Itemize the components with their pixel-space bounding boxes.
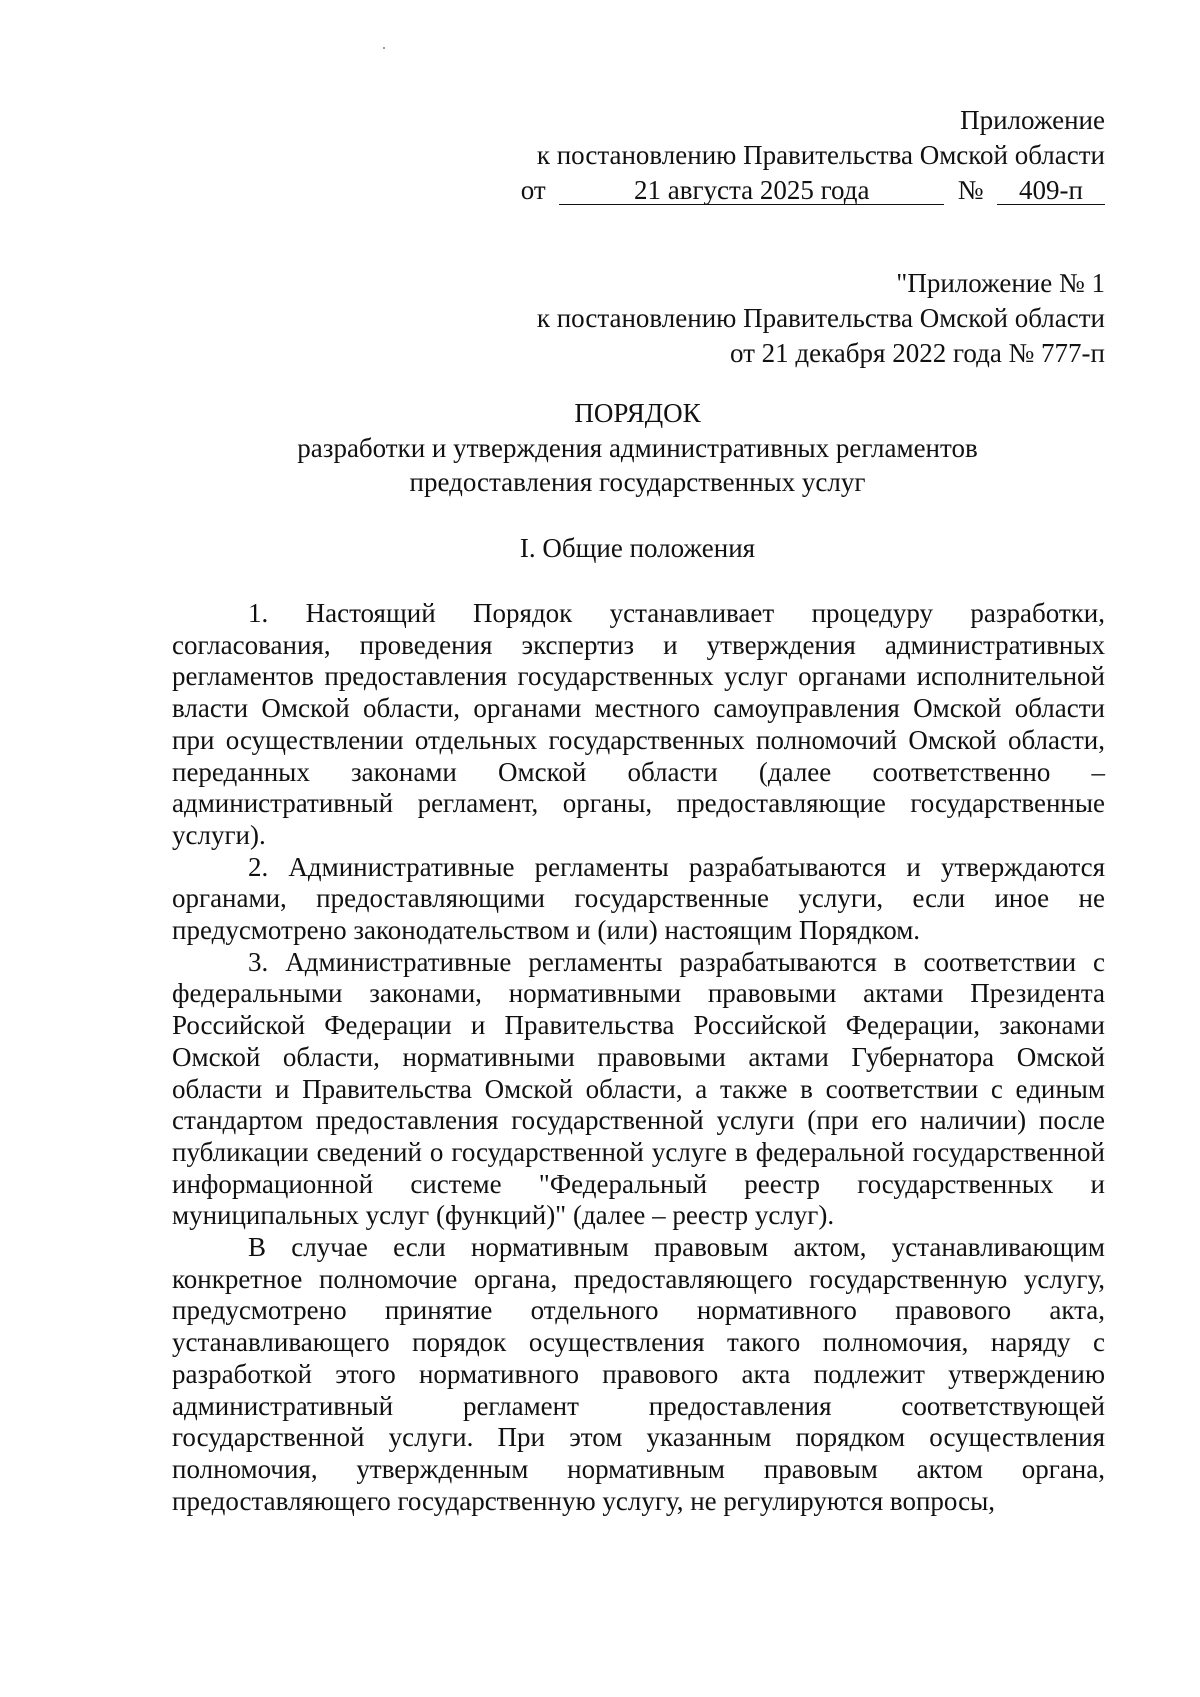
title-main: ПОРЯДОК	[574, 398, 701, 428]
appendix-resolution-line: к постановлению Правительства Омской области	[536, 140, 1105, 170]
paragraph-2: 2. Административные регламенты разрабатываются и утверждаются органами, предоставляющими государственные услуги, если иное не предусмотрено законодательством и (или) настоящим Порядком.	[172, 851, 1105, 946]
scan-speck	[383, 47, 385, 49]
title-line-2: предоставления государственных услуг	[409, 467, 866, 497]
paragraph-1: 1. Настоящий Порядок устанавливает процедуру разработки, согласования, проведения экспертиз и утверждения административных регламентов предоставления государственных услуг органами исполнительной власти Омской области, органами местного самоуправления Омской области при осуществлении отдельных государственных полномочий Омской области, переданных законами Омской области (далее соответственно – административный регламент, органы, предоставляющие государственные услуги).	[172, 598, 1105, 850]
appendix1-date-line: от 21 декабря 2022 года № 777-п	[729, 338, 1105, 368]
from-label: от	[520, 175, 546, 205]
body-text	[172, 598, 1105, 1517]
number-label: №	[957, 175, 984, 205]
title-line-1: разработки и утверждения административных регламентов	[297, 433, 978, 463]
document-title	[170, 396, 1105, 499]
paragraph-3: 3. Административные регламенты разрабатываются в соответствии с федеральными законами, нормативными правовыми актами Президента Российской Федерации и Правительства Российской Федерации, законами Омской области, нормативными правовыми актами Губернатора Омской области и Правительства Омской области, а также в соответствии с единым стандартом предоставления государственной услуги (при его наличии) после публикации сведений о государственной услуге в федеральной государственной информационной системе "Федеральный реестр государственных и муниципальных услуг (функций)" (далее – реестр услуг).	[172, 946, 1105, 1231]
appendix-header	[521, 103, 1105, 208]
section-title: I. Общие положения	[519, 533, 756, 563]
appendix1-header	[537, 266, 1105, 371]
appendix-label: Приложение	[960, 105, 1105, 135]
appendix-date-number-line	[521, 173, 1105, 208]
paragraph-4: В случае если нормативным правовым актом, устанавливающим конкретное полномочие органа, предоставляющего государственную услугу, предусмотрено принятие отдельного нормативного правового акта, устанавливающего порядок осуществления такого полномочия, наряду с разработкой этого нормативного правового акта подлежит утверждению административный регламент предоставления соответствующей государственной услуги. При этом указанным порядком осуществления полномочия, утвержденным нормативным правовым актом органа, предоставляющего государственную услугу, не регулируются вопросы,	[172, 1232, 1105, 1516]
resolution-date: 21 августа 2025 года	[559, 176, 944, 205]
appendix1-resolution-line: к постановлению Правительства Омской области	[536, 303, 1105, 333]
appendix1-label: "Приложение № 1	[896, 268, 1105, 298]
resolution-number: 409-п	[997, 176, 1105, 205]
